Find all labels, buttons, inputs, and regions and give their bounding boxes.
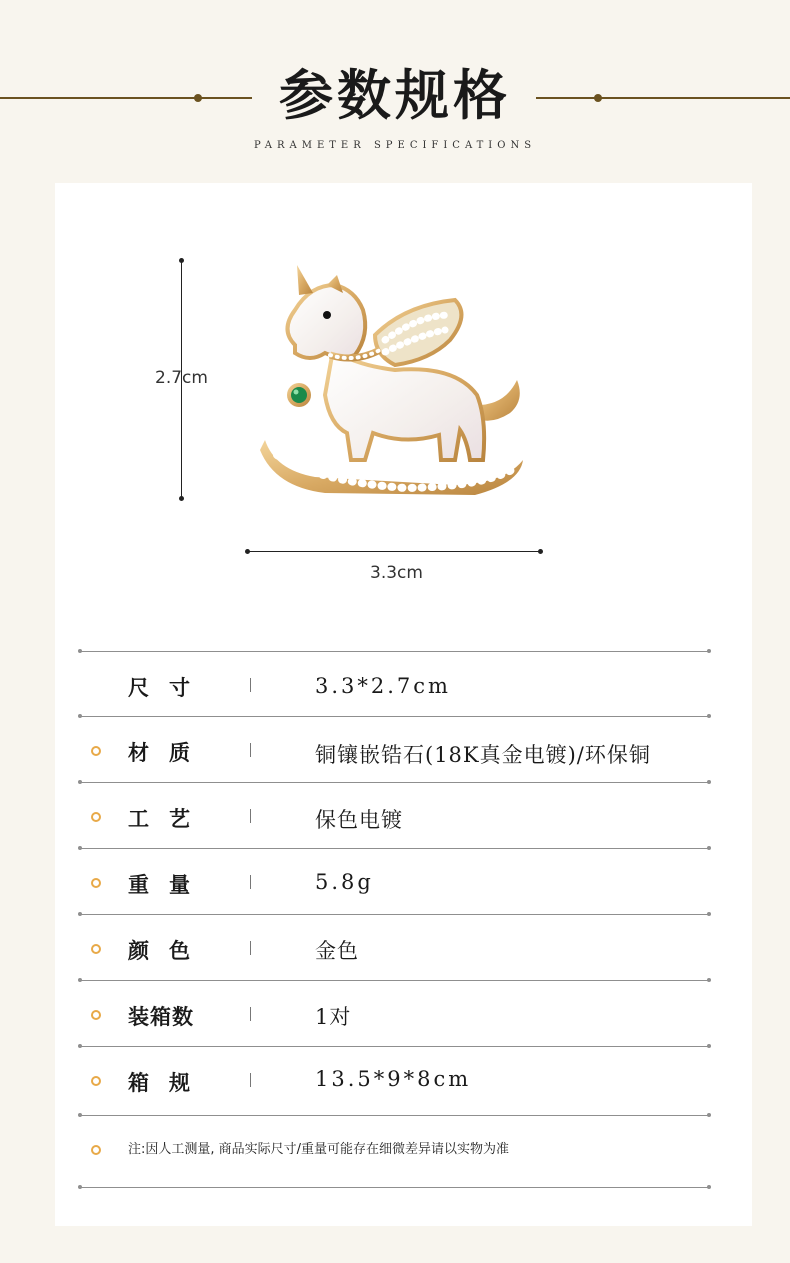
spec-separator [250,809,251,823]
table-divider-dot [707,1113,711,1117]
height-dimension-dot-top [179,258,184,263]
spec-bullet-icon [91,944,101,954]
table-divider-dot [78,714,82,718]
spec-value-material: 铜镶嵌锆石(18K真金电镀)/环保铜 [315,743,651,767]
spec-bullet-icon [91,1010,101,1020]
spec-label-color: 颜色 [128,938,210,963]
spec-bullet-icon [91,812,101,822]
measurement-note: 注:因人工测量, 商品实际尺寸/重量可能存在细微差异请以实物为准 [128,1142,510,1157]
table-divider [80,782,710,783]
table-divider-dot [78,649,82,653]
spec-label-craft: 工艺 [128,806,210,831]
spec-bullet-icon [91,878,101,888]
table-divider [80,914,710,915]
unicorn-brooch-image [255,255,540,510]
table-divider [80,1187,710,1188]
table-divider-dot [78,846,82,850]
spec-separator [250,678,251,692]
spec-value-color: 金色 [315,939,359,963]
table-divider-dot [707,912,711,916]
spec-separator [250,1073,251,1087]
height-dimension-label: 2.7cm [155,368,208,388]
table-divider-dot [78,1113,82,1117]
table-divider-dot [78,978,82,982]
page-subtitle: PARAMETER SPECIFICATIONS [253,140,537,151]
table-divider [80,980,710,981]
table-divider-dot [707,649,711,653]
table-divider [80,716,710,717]
table-divider-dot [78,912,82,916]
page-header [0,0,790,180]
table-divider [80,651,710,652]
spec-label-carton-size: 箱规 [128,1070,210,1095]
table-divider-dot [707,1044,711,1048]
table-divider-dot [78,1185,82,1189]
spec-bullet-icon [91,1076,101,1086]
table-divider [80,848,710,849]
spec-separator [250,1007,251,1021]
spec-label-weight: 重量 [128,872,210,897]
width-dimension-line [247,551,541,552]
spec-separator [250,743,251,757]
table-divider [80,1046,710,1047]
table-divider [80,1115,710,1116]
page-title: 参数规格 [279,63,511,127]
spec-separator [250,875,251,889]
table-divider-dot [78,780,82,784]
table-divider-dot [707,780,711,784]
width-dimension-label: 3.3cm [370,563,423,583]
spec-bullet-icon [91,746,101,756]
spec-value-size: 3.3*2.7cm [315,674,451,698]
width-dimension-dot-right [538,549,543,554]
note-bullet-icon [91,1145,101,1155]
spec-value-weight: 5.8g [315,870,374,894]
table-divider-dot [707,714,711,718]
spec-label-material: 材质 [128,740,210,765]
spec-label-pack-quantity: 装箱数 [128,1004,194,1029]
width-dimension-dot-left [245,549,250,554]
spec-value-craft: 保色电镀 [315,808,403,832]
spec-label-size: 尺寸 [128,675,210,700]
spec-value-pack-quantity: 1对 [315,1005,352,1029]
spec-separator [250,941,251,955]
table-divider-dot [707,846,711,850]
height-dimension-dot-bottom [179,496,184,501]
table-divider-dot [78,1044,82,1048]
spec-value-carton-size: 13.5*9*8cm [315,1067,472,1091]
table-divider-dot [707,978,711,982]
table-divider-dot [707,1185,711,1189]
